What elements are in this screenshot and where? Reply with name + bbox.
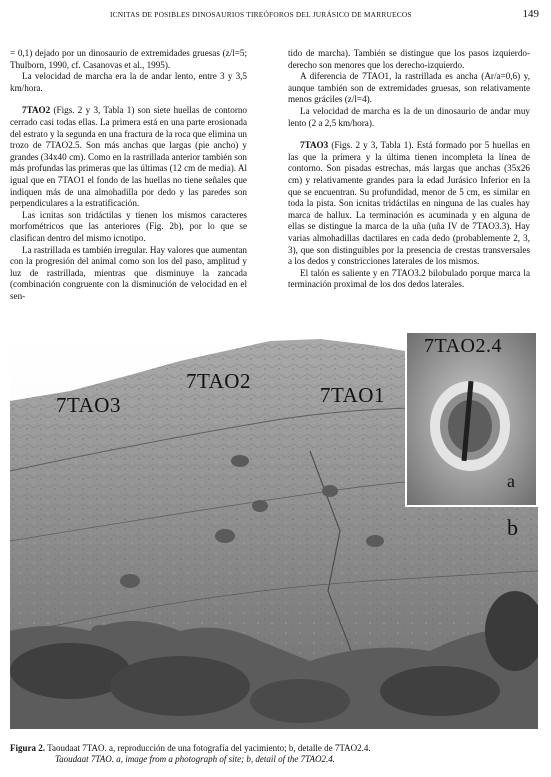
caption-english: Taoudaat 7TAO. a, image from a photograph of site; b, detail of the 7TAO2.4. [55, 754, 336, 764]
label-7tao3: 7TAO3 [56, 393, 121, 417]
caption-text: Taoudaat 7TAO. a, reproducción de una fotografía del yacimiento; b, detalle de 7TAO2.4. [45, 743, 371, 753]
label-7tao1: 7TAO1 [320, 383, 385, 407]
label-a: a [507, 471, 516, 491]
photograph-illustration [10, 331, 538, 729]
paragraph-text: (Figs. 2 y 3, Tabla 1) son siete huellas de contorno cerrado casi todas ellas. La primera está en una parte erosionada del estrato y la segunda en una fractura de la roca que elimina un trozo de 7TAO2.5. Son más anchas que largas (pie ancho) y grandes (34x40 cm). Como en la rastrillada anterior también son más profundas las primeras que las últimas (12 cm de media). Al igual que en 7TAO1 el fondo de las huellas no tiene señales que indiquen más de una almohadilla por dedo y las paredes son perpendiculares a la estratificación. [10, 105, 247, 209]
paragraph-7tao3 [288, 140, 530, 268]
section-term: 7TAO3 [300, 140, 329, 151]
paragraph-text: (Figs. 2 y 3, Tabla 1). Está formado por 5 huellas en las que la primera y la última tienen incompleta la línea de contorno. Son pisadas estrechas, más largas que anchas (35x26 cm) y relativamente grandes para la edad Jurásico Inferior en la que se encuentran. Su profundidad, menor de 5 cm, es similar en toda la pista. Son icnitas tridáctilas en ninguna de las cuales hay marca de hallux. La terminación es acuminada y en alguna de ellas se distingue la marca de la uña (uña IV de 7TAO3.3). Hay varias almohadillas dactilares en cada dedo (probablemente 2, 3, 3), que son distinguibles por la presencia de crestas transversales a los dedos y constricciones laterales de los mismos. [288, 140, 530, 267]
page-number: 149 [522, 8, 539, 20]
label-7tao2: 7TAO2 [186, 369, 251, 393]
left-column [10, 48, 247, 302]
site-photograph [10, 331, 538, 729]
caption-spanish [10, 743, 540, 754]
label-b: b [507, 515, 519, 540]
page-header [0, 8, 551, 24]
paragraph: A diferencia de 7TAO1, la rastrillada es ancha (Ar/a=0,6) y, aunque también son de extremidades gruesas, son relativamente menos gráciles (z/l=4). [288, 71, 530, 105]
paragraph-7tao2 [10, 105, 247, 209]
caption-label: Figura 2. [10, 743, 45, 753]
label-7tao2-4: 7TAO2.4 [424, 335, 503, 357]
paragraph: = 0,1) dejado por un dinosaurio de extremidades gruesas (z/l=5; Thulborn, 1990, cf. Casanovas et al., 1995). [10, 48, 247, 70]
running-title: ICNITAS DE POSIBLES DINOSAURIOS TIREÓFOROS DEL JURÁSICO DE MARRUECOS [110, 10, 412, 19]
section-term: 7TAO2 [22, 105, 51, 116]
figure-caption [10, 743, 540, 765]
paragraph: La rastrillada es también irregular. Hay valores que aumentan con la progresión del animal como son los del paso, amplitud y luz de rastrillada, mientras que disminuye la zancada (combinación congruente con la disminución de velocidad en el sen- [10, 244, 247, 301]
paragraph: La velocidad de marcha es la de un dinosaurio de andar muy lento (2 a 2,5 km/hora). [288, 105, 530, 128]
paragraph: El talón es saliente y en 7TAO3.2 bilobulado porque marca la terminación proximal de los dos dedos laterales. [288, 267, 530, 290]
paragraph: La velocidad de marcha era la de andar lento, entre 3 y 3,5 km/hora. [10, 71, 247, 93]
paragraph: Las icnitas son tridáctilas y tienen los mismos caracteres morfométricos que las anteriores (Fig. 2b), por lo que se clasifican dentro del mismo icnotipo. [10, 209, 247, 243]
right-column [288, 48, 530, 291]
paragraph: tido de marcha). También se distingue que los pasos izquierdo-derecho son menores que los derecho-izquierdo. [288, 48, 530, 70]
